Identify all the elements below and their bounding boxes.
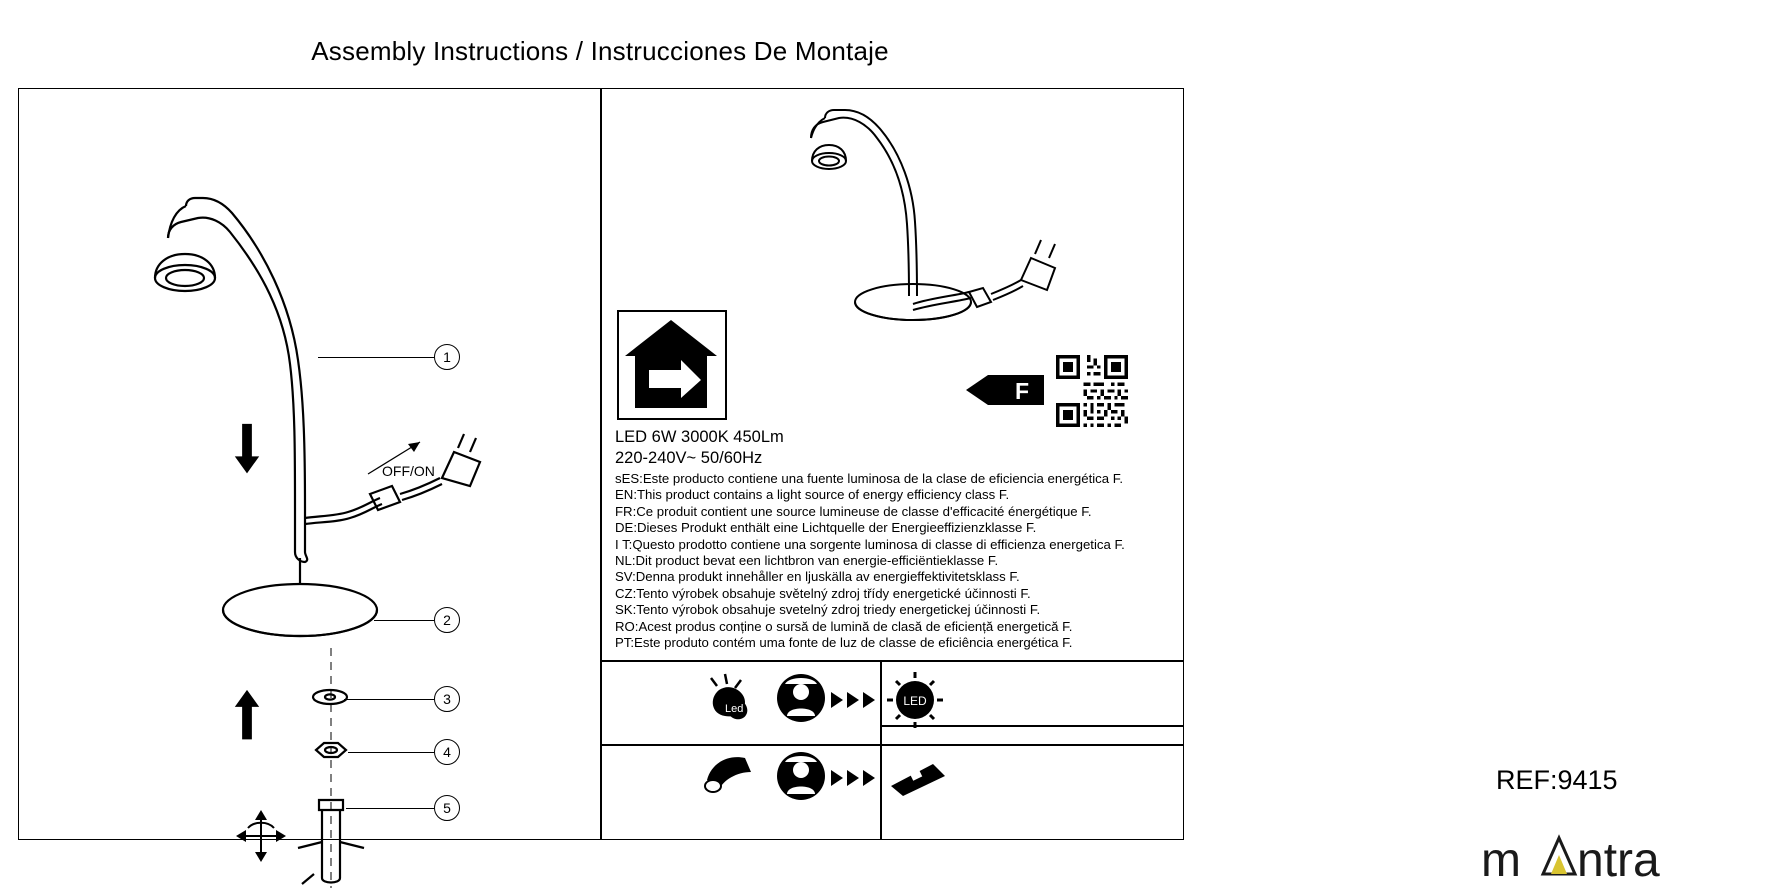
page-title: Assembly Instructions / Instrucciones De Montaje: [311, 36, 889, 66]
lamp-head-icon: [705, 757, 751, 792]
lang-line-sv: SV:Denna produkt innehåller en ljuskälla av energieffektivitetsklass F.: [615, 569, 1020, 585]
do-not-dispose-bulb-icon: [711, 674, 747, 719]
lang-line-sk: SK:Tento výrobok obsahuje svetelný zdroj triedy energetickej účinnosti F.: [615, 602, 1041, 618]
divider-ref-vertical: [880, 660, 882, 840]
svg-text:Led: Led: [725, 703, 744, 715]
callout-2: 2: [434, 607, 460, 633]
divider-brand: [880, 725, 1184, 727]
triangles-1: [831, 692, 875, 708]
lang-line-de: DE:Dieses Produkt enthält eine Lichtquelle der Energieeffizienzklasse F.: [615, 520, 1037, 536]
rotate-arrows-icon: [234, 808, 288, 864]
switch-label: OFF/ON: [382, 463, 435, 479]
right-panel: [601, 88, 1660, 887]
led-module-icon: [891, 764, 945, 796]
callout-5: 5: [434, 795, 460, 821]
lang-line-cz: CZ:Tento výrobek obsahuje světelný zdroj třídy energetické účinnosti F.: [615, 585, 1031, 601]
spec-line-2: 220-240V~ 50/60Hz: [615, 449, 763, 467]
callout-1: 1: [434, 344, 460, 370]
leader-line-3: [344, 699, 434, 700]
left-panel: [18, 88, 600, 840]
pictograms-block: [701, 668, 1011, 808]
brand-logo: [1481, 826, 1781, 896]
spec-line-1: LED 6W 3000K 450Lm: [615, 428, 784, 446]
svg-text:ntra: ntra: [1577, 834, 1660, 887]
qr-code-icon: [1056, 355, 1128, 427]
leader-line-4: [348, 752, 434, 753]
floor-lamp-assembly-drawing: [18, 88, 600, 840]
leader-line-1: [318, 357, 434, 358]
lang-line-it: I T:Questo prodotto contiene una sorgente luminosa di classe di efficienza energetica F.: [615, 536, 1125, 552]
house-with-arrow-icon: [617, 310, 727, 420]
svg-text:LED: LED: [903, 694, 927, 708]
lang-line-ro: RO:Acest produs conține o sursă de lumină de clasă de eficiență energetică F.: [615, 618, 1073, 634]
technician-icon: [777, 674, 825, 722]
leader-line-2: [374, 620, 434, 621]
callout-3: 3: [434, 686, 460, 712]
divider-pictogram-row: [601, 660, 1184, 662]
svg-text:F: F: [1014, 378, 1030, 404]
product-reference: REF:9415: [1496, 765, 1618, 795]
lang-line-en: EN:This product contains a light source of energy efficiency class F.: [615, 487, 1010, 503]
lang-line-nl: NL:Dit product bevat een lichtbron van energie-efficiëntieklasse F.: [615, 553, 999, 569]
desk-lamp-photo-drawing: [601, 98, 1184, 313]
technician-icon-2: [777, 752, 825, 800]
arrow-up-icon: [234, 684, 260, 746]
triangles-2: [831, 770, 875, 786]
arrow-down-icon: [234, 418, 260, 480]
energy-class-f-badge: [966, 373, 1046, 407]
divider-ref-row: [601, 744, 1184, 746]
lang-line-fr: FR:Ce produit contient une source lumineuse de classe d'efficacité énergétique F.: [615, 503, 1092, 519]
specifications-block: [615, 428, 1175, 651]
lang-line-es: sES:Este producto contiene una fuente luminosa de la clase de eficiencia energética F.: [615, 471, 1124, 486]
leader-line-5: [346, 808, 434, 809]
led-lamp-icon: [887, 672, 943, 728]
lang-line-pt: PT:Este produto contém uma fonte de luz de classe de eficiência energética F.: [615, 635, 1073, 651]
callout-4: 4: [434, 739, 460, 765]
svg-text:m: m: [1481, 834, 1521, 887]
